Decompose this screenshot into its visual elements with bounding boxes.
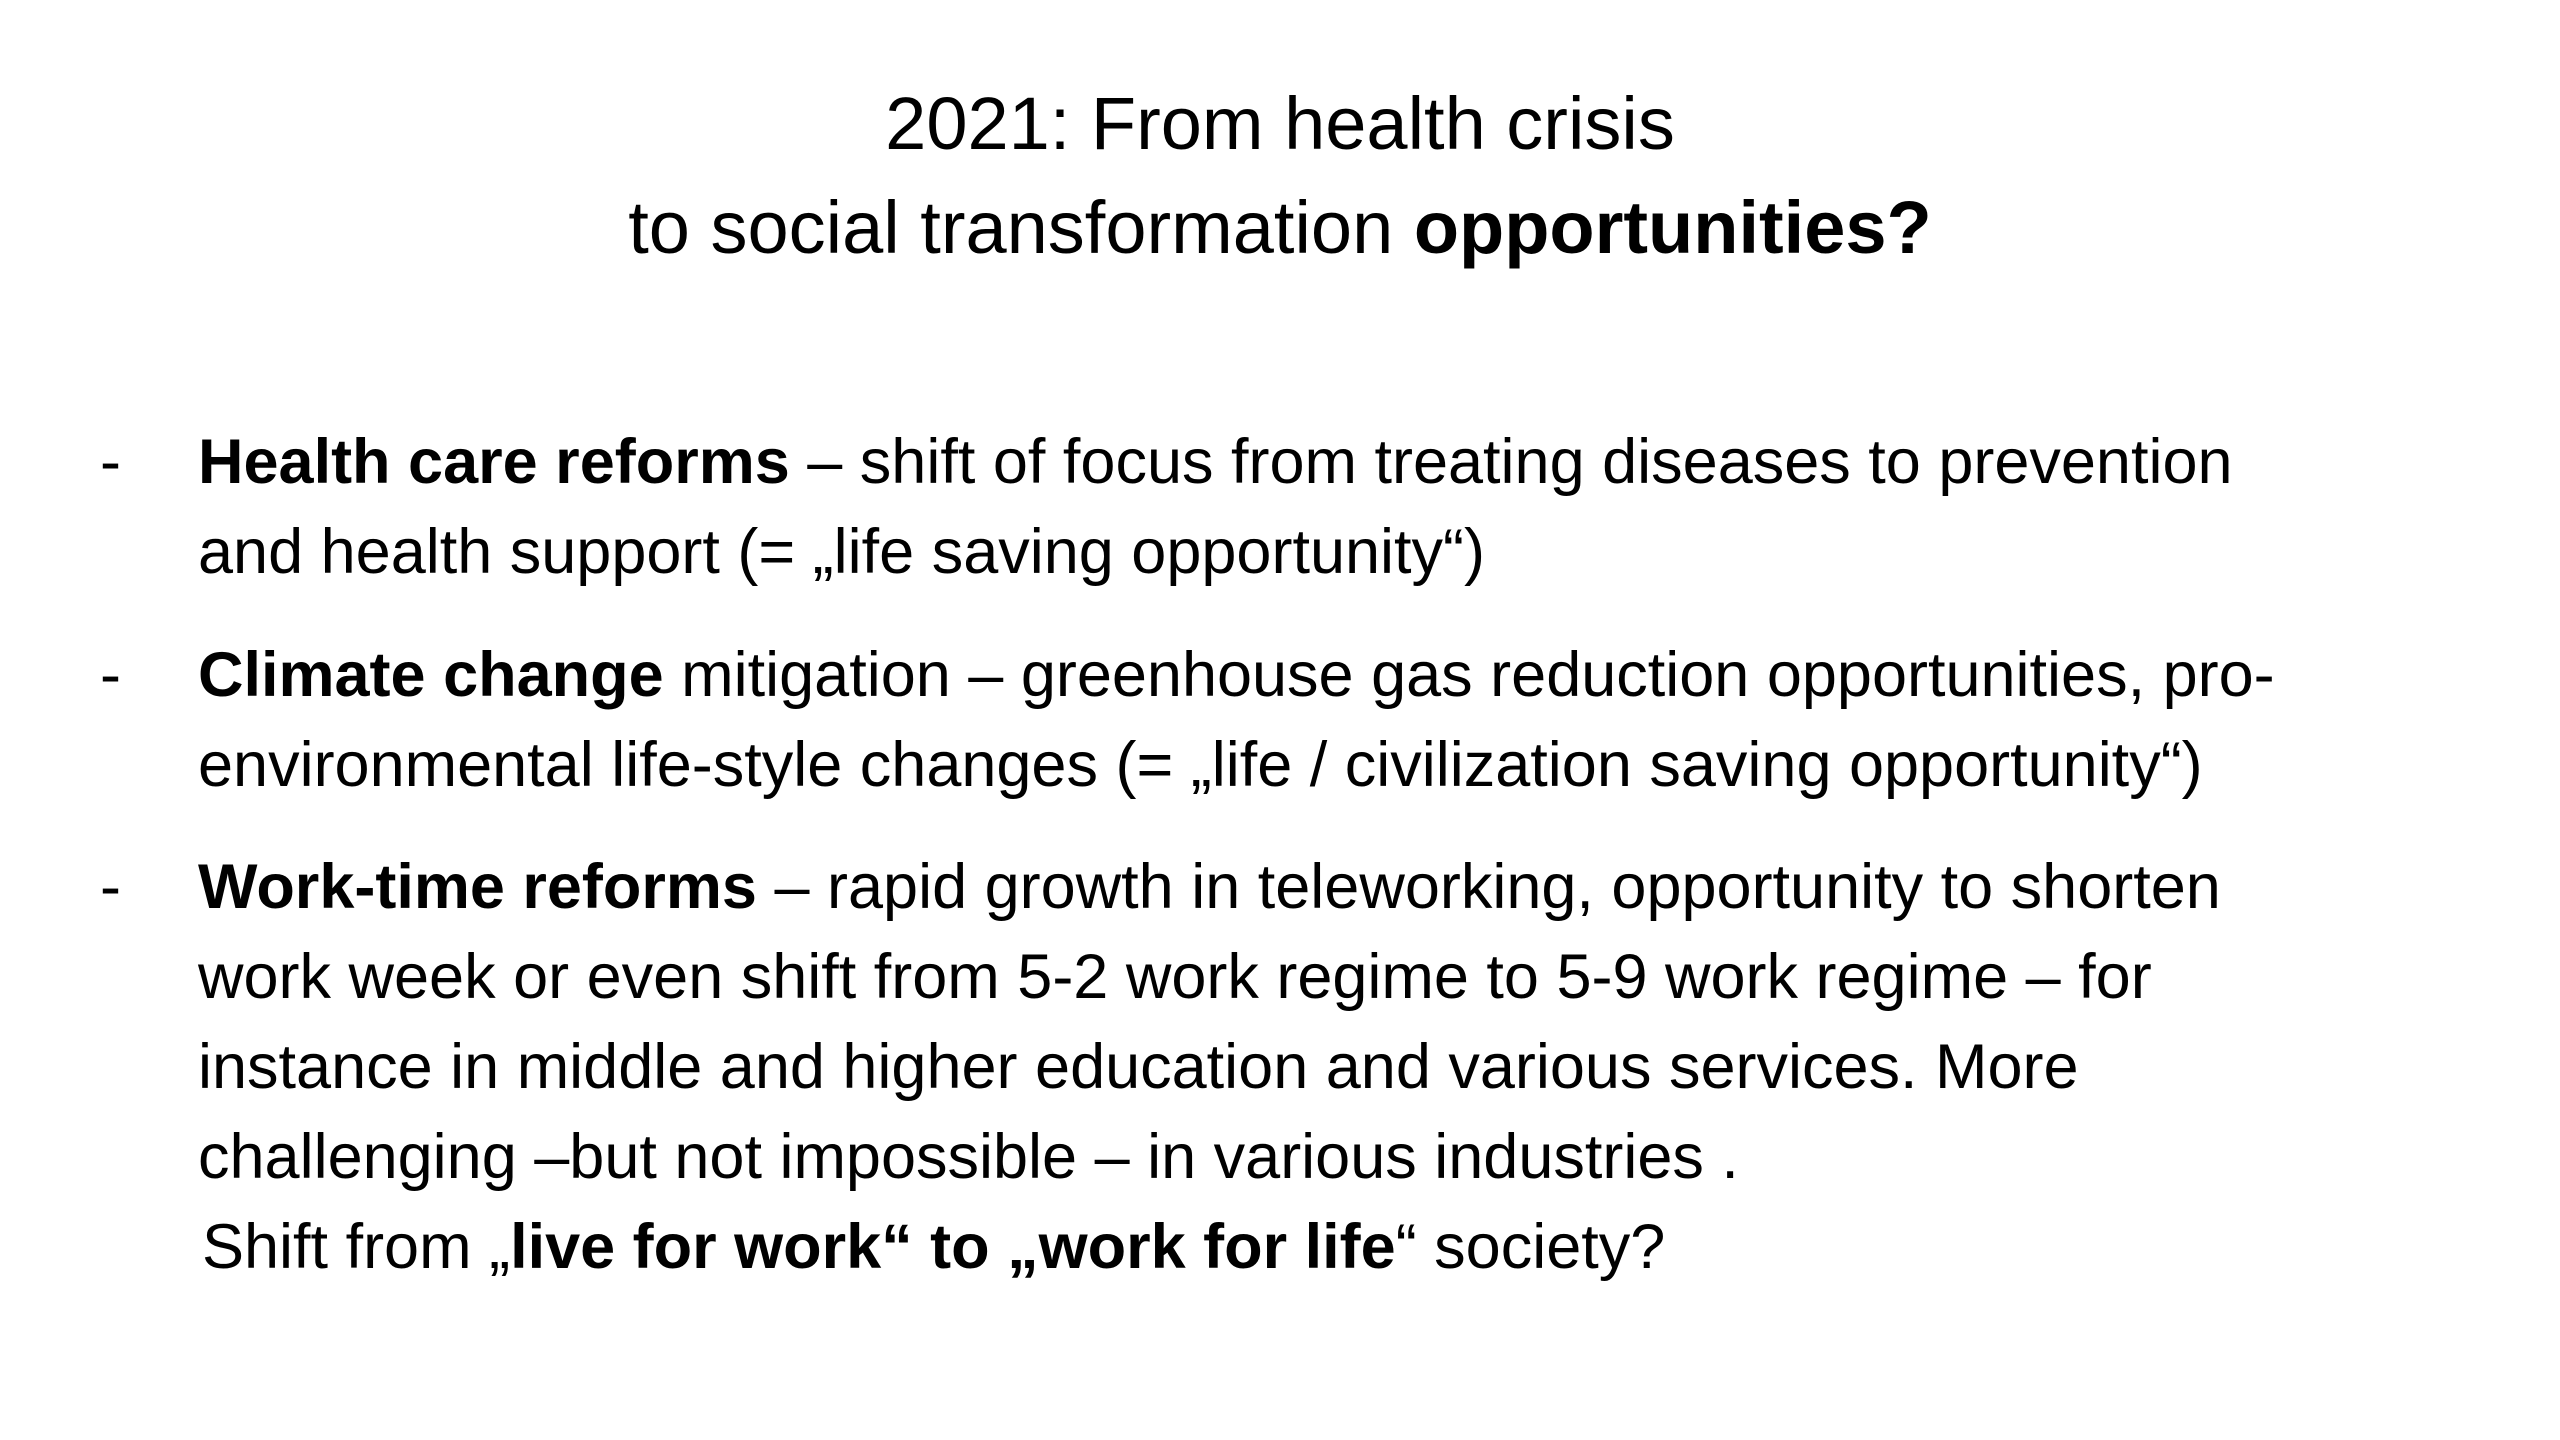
bullet-line-rest: – rapid growth in teleworking, opportunity to shorten — [756, 852, 2221, 922]
bullet-dash: - — [100, 640, 121, 710]
bullet-bold-label: Work-time reforms — [198, 852, 757, 922]
shift-bold: live for work“ to „work for life — [510, 1212, 1396, 1282]
bullet-line — [198, 630, 2528, 720]
shift-prefix: Shift from „ — [202, 1212, 511, 1282]
bullet-line — [198, 842, 2528, 932]
bullet-dash: - — [100, 427, 121, 497]
bullet-text — [198, 842, 2528, 1202]
bullet-line-rest: – shift of focus from treating diseases to prevention — [789, 427, 2233, 497]
bullet-line — [198, 417, 2528, 507]
bullet-line: work week or even shift from 5-2 work regime to 5-9 work regime – for — [198, 942, 2152, 1012]
bullet-line: instance in middle and higher education and various services. More — [198, 1032, 2079, 1102]
title-line-2-bold: opportunities? — [1413, 186, 1932, 269]
bullet-line-rest: mitigation – greenhouse gas reduction opportunities, pro- — [663, 640, 2275, 710]
bullet-text — [198, 417, 2528, 597]
bullet-bold-label: Climate change — [198, 640, 664, 710]
shift-suffix: “ society? — [1395, 1212, 1666, 1282]
title-line-2-plain: to social transformation — [628, 186, 1414, 269]
bullet-dash: - — [100, 852, 121, 922]
bullet-text — [198, 630, 2528, 810]
title-line-1: 2021: From health crisis — [885, 82, 1675, 165]
bullet-bold-label: Health care reforms — [198, 427, 790, 497]
bullet-line: environmental life-style changes (= „life / civilization saving opportunity“) — [198, 730, 2203, 800]
shift-question — [202, 1202, 1665, 1292]
bullet-line: and health support (= „life saving opportunity“) — [198, 517, 1485, 587]
bullet-line: challenging –but not impossible – in various industries . — [198, 1122, 1739, 1192]
